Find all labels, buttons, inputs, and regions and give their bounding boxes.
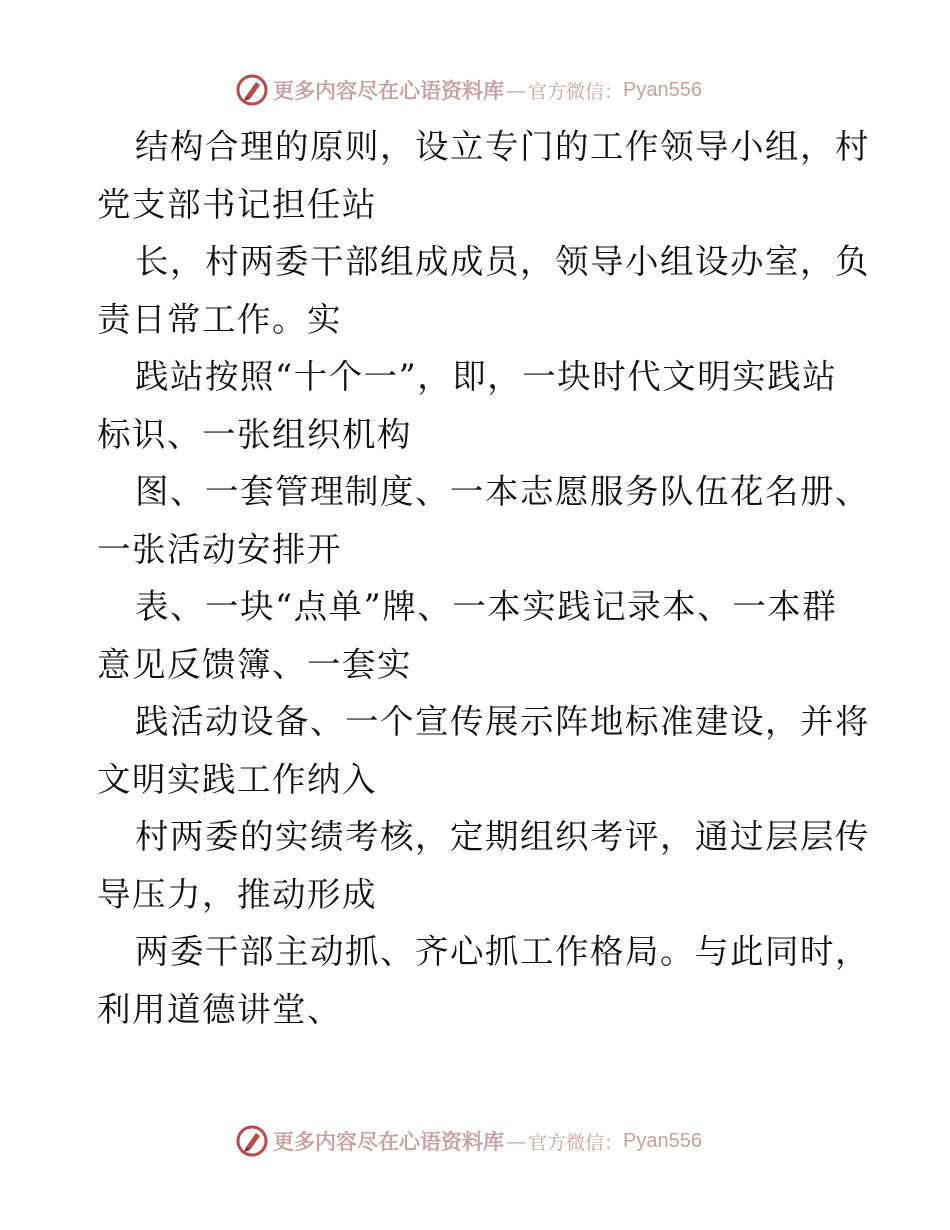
text-line: 文明实践工作纳入 [97, 759, 377, 799]
watermark-official-label: 官方微信： [528, 80, 624, 103]
watermark-official-label: 官方微信： [528, 1131, 624, 1154]
watermark-wechat-id: Pyan556 [623, 78, 702, 101]
text-line: 践站按照“十个一”，即，一块时代文明实践站 [135, 357, 838, 396]
text-line: 长，村两委干部组成成员，领导小组设办室，负 [135, 242, 870, 281]
header-watermark [235, 72, 702, 108]
text-line: 一张活动安排开 [97, 529, 342, 569]
watermark-dash: — [506, 1129, 526, 1153]
watermark-main-text: 更多内容尽在心语资料库 [273, 1129, 504, 1154]
pen-logo-icon [235, 73, 269, 107]
text-line: 党支部书记担任站 [97, 184, 377, 224]
pen-logo-icon [235, 1124, 269, 1158]
text-line: 表、一块“点单”牌、一本实践记录本、一本群 [135, 587, 838, 626]
footer-watermark [235, 1123, 702, 1159]
text-line: 两委干部主动抓、齐心抓工作格局。与此同时， [135, 932, 870, 971]
document-body [97, 118, 870, 1038]
text-line: 责日常工作。实 [97, 299, 342, 339]
text-line: 践活动设备、一个宣传展示阵地标准建设，并将 [135, 702, 870, 741]
text-line: 利用道德讲堂、 [97, 989, 342, 1029]
watermark-main-text: 更多内容尽在心语资料库 [273, 78, 504, 103]
text-line: 图、一套管理制度、一本志愿服务队伍花名册、 [135, 472, 870, 511]
text-line: 意见反馈簿、一套实 [97, 644, 412, 684]
text-line: 导压力，推动形成 [97, 874, 377, 914]
watermark-dash: — [506, 78, 526, 102]
text-line: 结构合理的原则，设立专门的工作领导小组，村 [135, 127, 870, 166]
text-line: 村两委的实绩考核，定期组织考评，通过层层传 [135, 817, 870, 856]
text-line: 标识、一张组织机构 [97, 414, 412, 454]
watermark-wechat-id: Pyan556 [623, 1129, 702, 1152]
